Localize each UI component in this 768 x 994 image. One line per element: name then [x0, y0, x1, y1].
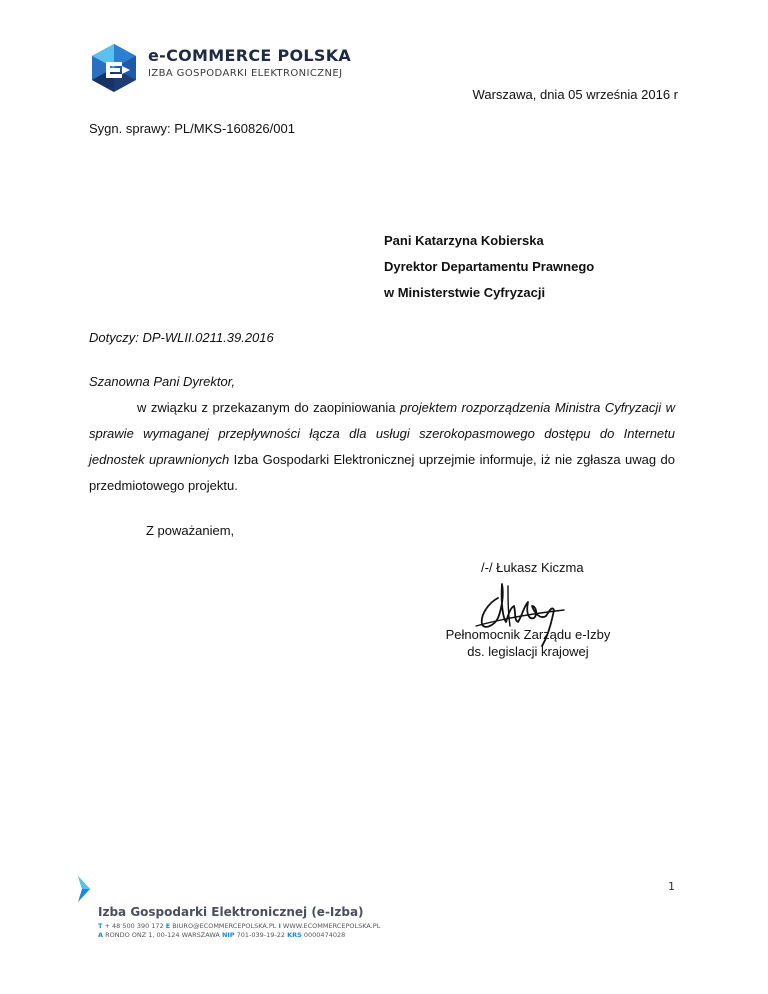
salutation: Szanowna Pani Dyrektor, — [89, 374, 235, 389]
footer-contact-line — [98, 922, 380, 930]
signer-role: Pełnomocnik Zarządu e-Izby — [445, 627, 611, 642]
footer-phone-key: T — [98, 922, 103, 930]
body-text-regulation: projektem rozporządzenia Ministra Cyfryzacji w sprawie wymaganej przepływności łącza dla usługi szerokopasmowego dostępu do Internetu jednostek uprawnionych — [89, 400, 675, 467]
recipient-title: Dyrektor Departamentu Prawnego — [384, 259, 595, 274]
footer-organization: Izba Gospodarki Elektronicznej (e-Izba) — [98, 905, 364, 919]
logo-subtitle: IZBA GOSPODARKI ELEKTRONICZNEJ — [148, 68, 343, 79]
logo-title: e-COMMERCE POLSKA — [148, 46, 352, 65]
footer-nip: 701-039-19-22 — [234, 931, 288, 939]
e-commerce-logo-icon — [88, 42, 140, 94]
body-text-part3: Izba Gospodarki Elektronicznej uprzejmie informuje, iż nie zgłasza uwag do przedmiotowego projektu. — [89, 452, 675, 493]
letter-date: Warszawa, dnia 05 września 2016 r — [472, 87, 678, 102]
footer-arrow-icon — [78, 876, 90, 902]
footer-phone: + 48 500 390 172 — [102, 922, 166, 930]
footer-address-key: A — [98, 931, 104, 939]
footer-web-key: I — [278, 922, 281, 930]
signer-name: /-/ Łukasz Kiczma — [481, 560, 584, 575]
footer-krs-key: KRS — [287, 931, 302, 939]
recipient-name: Pani Katarzyna Kobierska — [384, 233, 544, 248]
company-logo — [88, 40, 352, 96]
signer-role-block — [440, 626, 616, 660]
footer-address-line — [98, 931, 345, 939]
case-number: Sygn. sprawy: PL/MKS-160826/001 — [89, 121, 295, 136]
subject-line: Dotyczy: DP-WLII.0211.39.2016 — [89, 330, 274, 345]
footer-krs: 0000474028 — [301, 931, 346, 939]
footer-nip-key: NIP — [221, 931, 235, 939]
page-number: 1 — [668, 880, 675, 893]
recipient-institution: w Ministerstwie Cyfryzacji — [384, 285, 546, 300]
signer-department: ds. legislacji krajowej — [467, 644, 589, 659]
footer-email: BIURO@ECOMMERCEPOLSKA.PL — [170, 922, 279, 930]
letter-body — [89, 395, 675, 499]
footer-website: WWW.ECOMMERCEPOLSKA.PL — [280, 922, 381, 930]
footer-address: RONDO ONZ 1, 00-124 WARSZAWA — [103, 931, 222, 939]
body-text-part1: w związku z przekazanym do zaopiniowania — [137, 400, 400, 415]
closing: Z poważaniem, — [146, 523, 235, 538]
footer-email-key: E — [165, 922, 171, 930]
